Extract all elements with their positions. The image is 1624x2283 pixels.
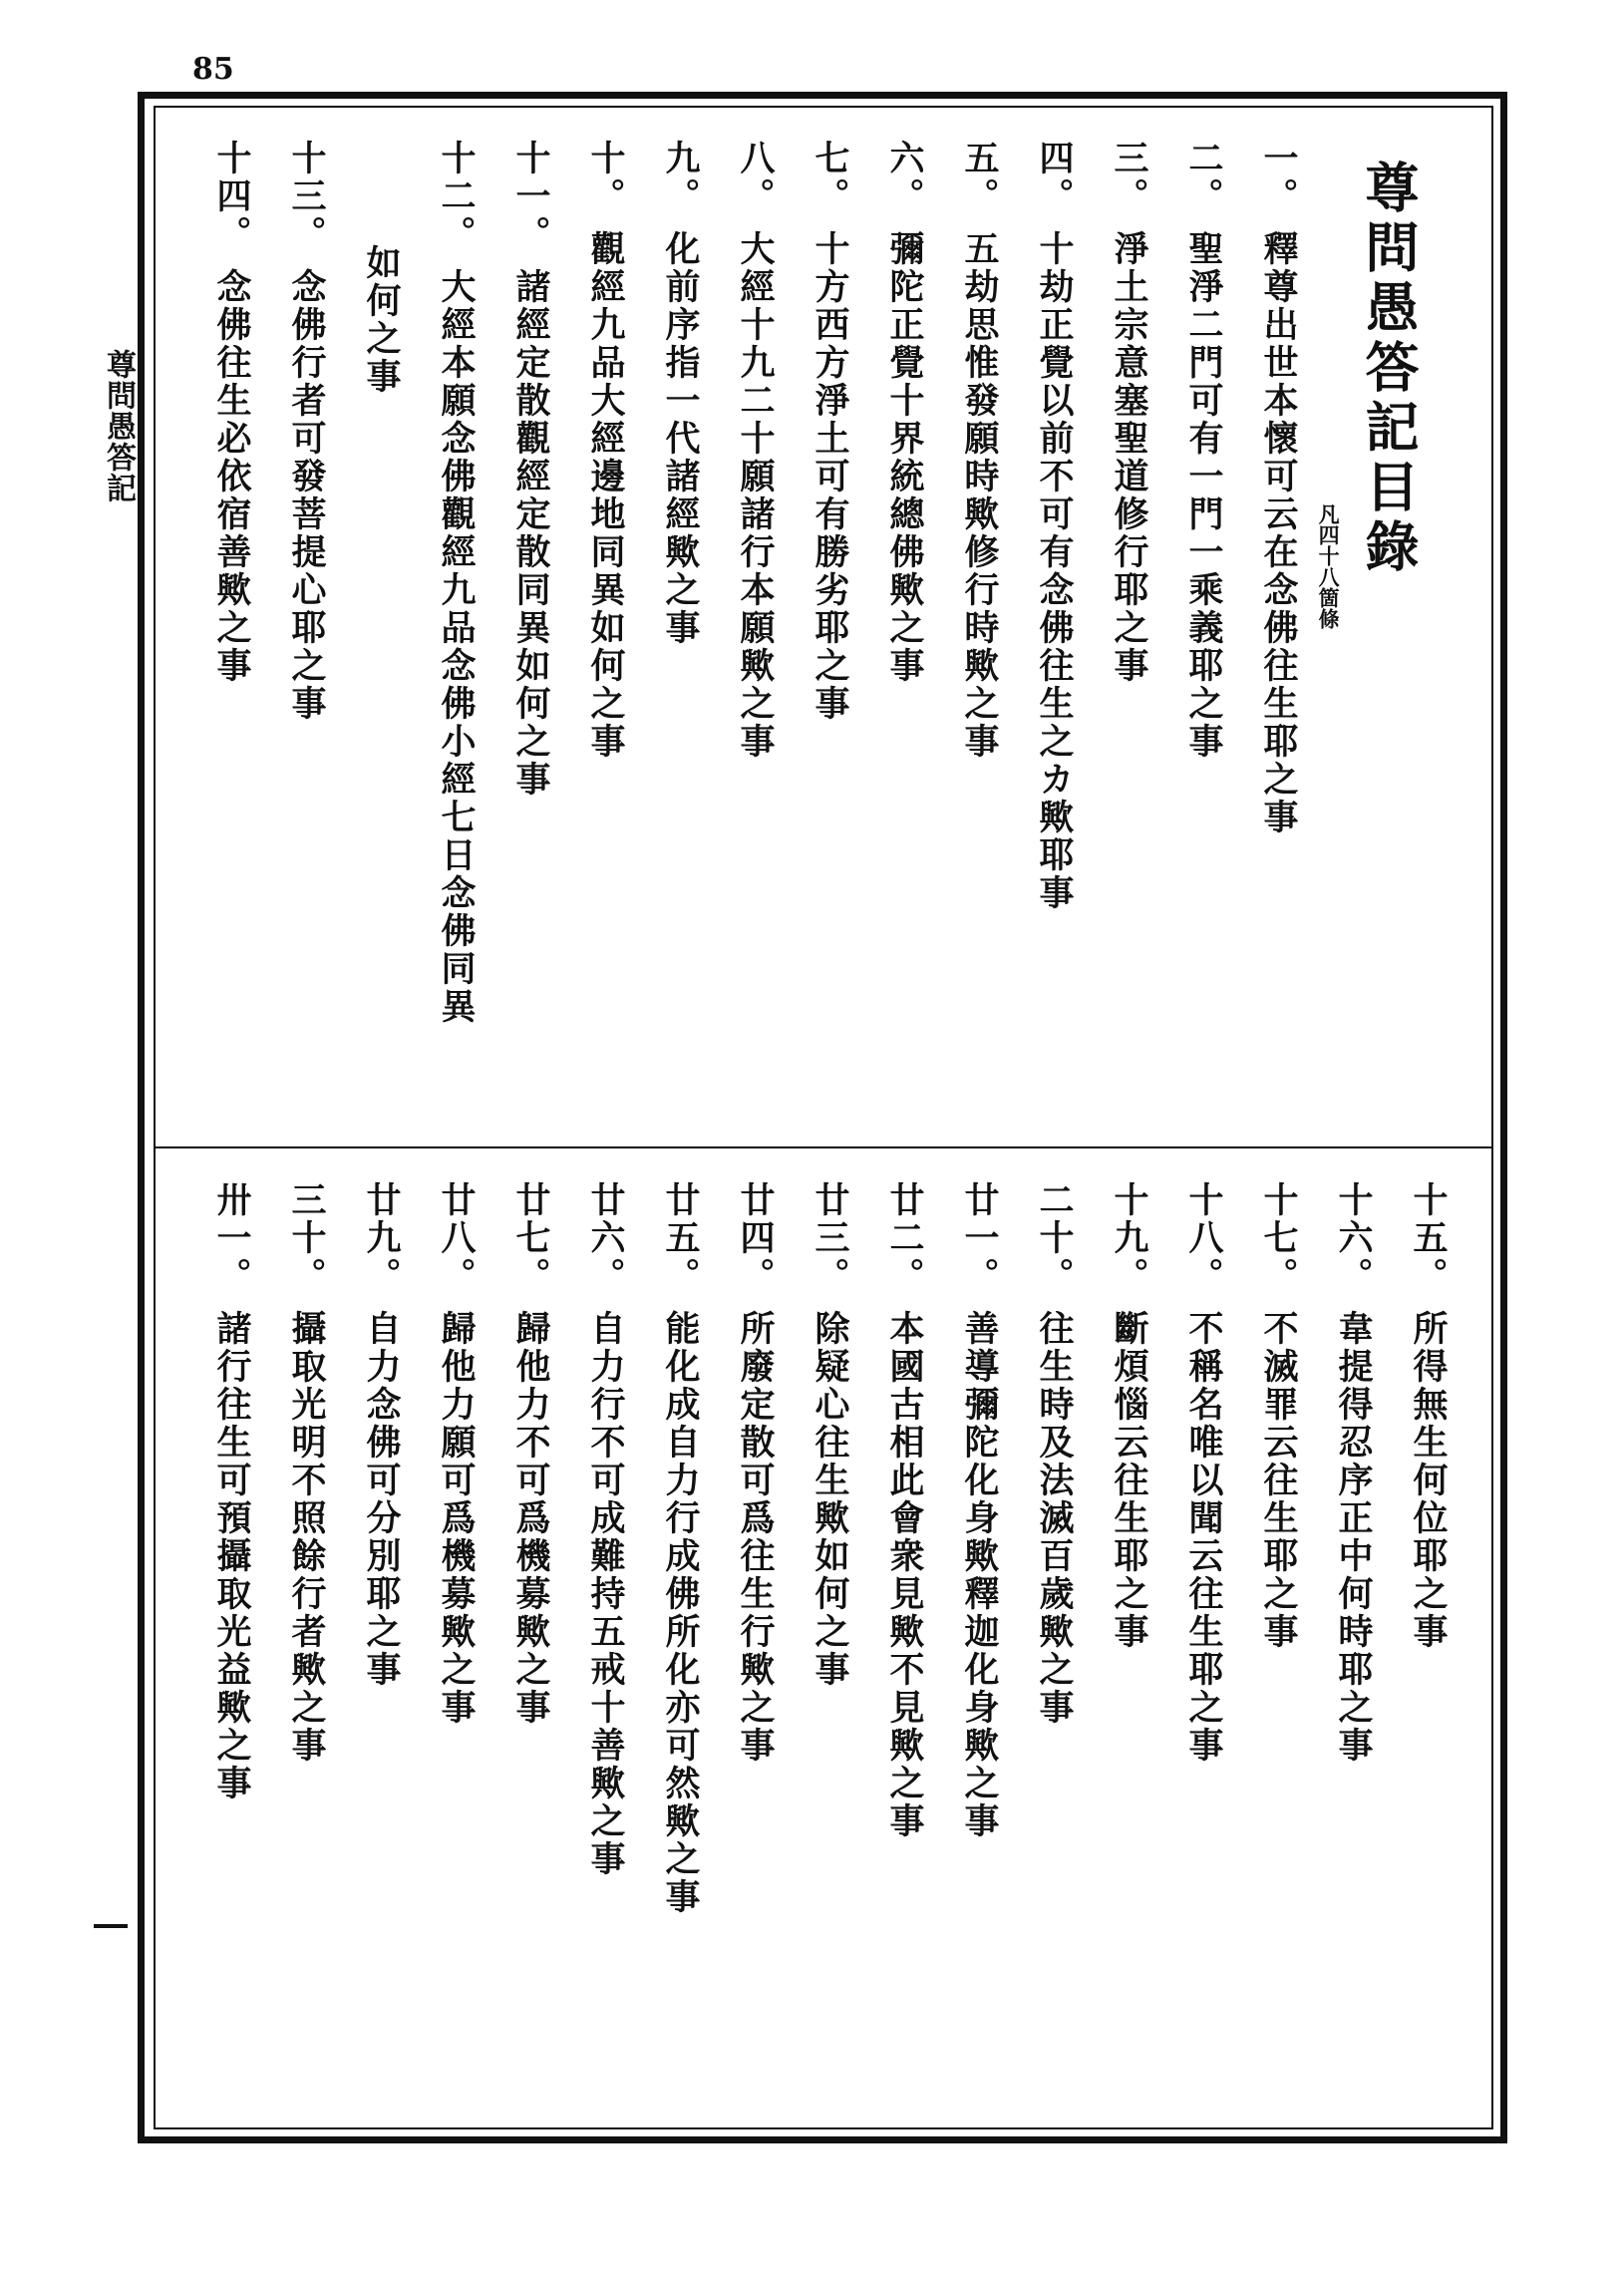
toc-entry-continuation: 如何之事: [361, 244, 402, 396]
toc-entry: 十八。 不稱名唯以聞云往生耶之事: [1183, 1181, 1224, 1766]
toc-entry: 二。 聖淨二門可有一門一乘義耶之事: [1183, 140, 1224, 762]
toc-entry: 十二。 大經本願念佛觀經九品念佛小經七日念佛同異: [436, 140, 477, 1027]
toc-entry: 五。 五劫思惟發願時歟修行時歟之事: [959, 140, 1000, 762]
toc-entry: 一。 釋尊出世本懷可云在念佛往生耶之事: [1258, 140, 1299, 837]
toc-entry: 三。 淨土宗意塞聖道修行耶之事: [1109, 140, 1149, 686]
toc-entry: 十四。 念佛往生必依宿善歟之事: [211, 140, 252, 686]
toc-entry: 廿一。 善導彌陀化身歟釋迦化身歟之事: [959, 1181, 1000, 1841]
toc-entry: 八。 大經十九二十願諸行本願歟之事: [735, 140, 776, 762]
toc-count-note: 凡四十八箇條: [1316, 503, 1342, 629]
toc-entry: 廿六。 自力行不可成難持五戒十善歟之事: [585, 1181, 626, 1879]
toc-entry: 十三。 念佛行者可發菩提心耶之事: [286, 140, 327, 724]
toc-entry: 四。 十劫正覺以前不可有念佛往生之カ歟耶事: [1034, 140, 1075, 913]
toc-entry: 廿五。 能化成自力行成佛所化亦可然歟之事: [660, 1181, 701, 1917]
page-number: 85: [192, 52, 234, 87]
section-divider: [154, 1146, 1493, 1148]
side-running-title: 尊問愚答記: [101, 349, 136, 503]
toc-entry: 三十。 攝取光明不照餘行者歟之事: [286, 1181, 327, 1766]
toc-entry: 十五。 所得無生何位耶之事: [1408, 1181, 1449, 1652]
toc-entry: 卅一。 諸行往生可預攝取光益歟之事: [211, 1181, 252, 1803]
toc-entry: 十六。 韋提得忍序正中何時耶之事: [1333, 1181, 1374, 1766]
toc-entry: 廿二。 本國古相此會衆見歟不見歟之事: [884, 1181, 925, 1841]
toc-entry: 十一。 諸經定散觀經定散同異如何之事: [510, 140, 551, 800]
toc-entry: 十七。 不滅罪云往生耶之事: [1258, 1181, 1299, 1652]
toc-entry: 九。 化前序指一代諸經歟之事: [660, 140, 701, 648]
toc-entry: 廿七。 歸他力不可爲機募歟之事: [510, 1181, 551, 1728]
side-mark: [94, 1924, 128, 1928]
toc-entry: 二十。 往生時及法滅百歲歟之事: [1034, 1181, 1075, 1728]
toc-entry: 十九。 斷煩惱云往生耶之事: [1109, 1181, 1149, 1652]
toc-entry: 廿三。 除疑心往生歟如何之事: [810, 1181, 850, 1690]
toc-entry: 七。 十方西方淨土可有勝劣耶之事: [810, 140, 850, 724]
toc-entry: 廿四。 所廢定散可爲往生行歟之事: [735, 1181, 776, 1766]
toc-entry: 六。 彌陀正覺十界統總佛歟之事: [884, 140, 925, 686]
toc-entry: 十。 觀經九品大經邊地同異如何之事: [585, 140, 626, 762]
toc-title: 尊問愚答記目錄: [1357, 160, 1421, 578]
toc-entry: 廿八。 歸他力願可爲機募歟之事: [436, 1181, 477, 1728]
toc-entry: 廿九。 自力念佛可分別耶之事: [361, 1181, 402, 1690]
